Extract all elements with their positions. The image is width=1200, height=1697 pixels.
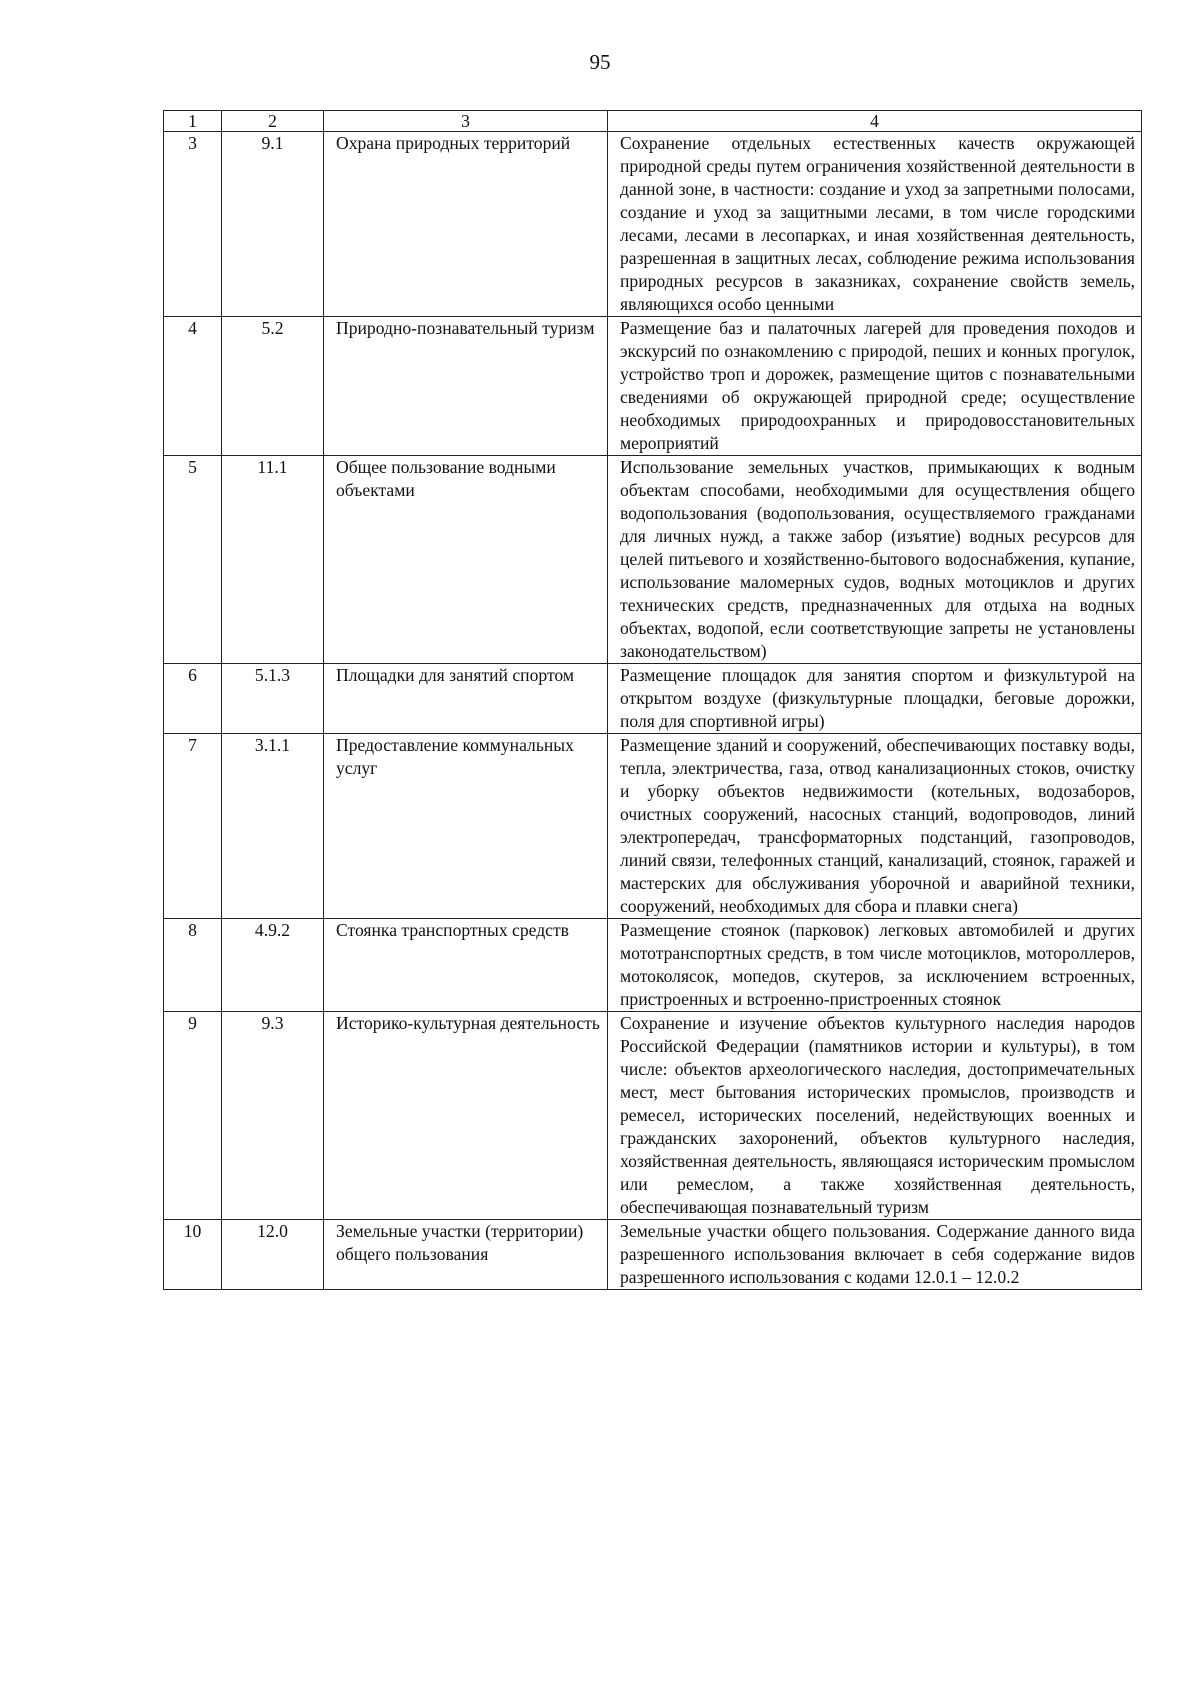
use-name: Площадки для занятий спортом [324,664,608,734]
row-number: 7 [164,734,222,919]
table-row [164,132,1142,317]
use-description: Использование земельных участков, примыкающих к водным объектам способами, необходимыми для осуществления общего водопользования (водопользования, осуществляемого гражданами для личных нужд, а также забор (изъятие) водных ресурсов для целей питьевого и хозяйственно-бытового водоснабжения, купание, использование маломерных судов, водных мотоциклов и других технических средств, предназначенных для отдыха на водных объектах, водопой, если соответствующие запреты не установлены законодательством) [608,456,1142,664]
use-code: 9.1 [222,132,324,317]
use-description: Размещение баз и палаточных лагерей для проведения походов и экскурсий по ознакомлению с природой, пеших и конных прогулок, устройство троп и дорожек, размещение щитов с познавательными сведениями об окружающей природной среде; осуществление необходимых природоохранных и природовосстановительных мероприятий [608,317,1142,456]
use-description: Размещение зданий и сооружений, обеспечивающих поставку воды, тепла, электричества, газа, отвод канализационных стоков, очистку и уборку объектов недвижимости (котельных, водозаборов, очистных сооружений, насосных станций, водопроводов, линий электропередач, трансформаторных подстанций, газопроводов, линий связи, телефонных станций, канализаций, стоянок, гаражей и мастерских для обслуживания уборочной и аварийной техники, сооружений, необходимых для сбора и плавки снега) [608,734,1142,919]
use-description: Земельные участки общего пользования. Содержание данного вида разрешенного использования включает в себя содержание видов разрешенного использования с кодами 12.0.1 – 12.0.2 [608,1220,1142,1290]
table-row [164,456,1142,664]
row-number: 3 [164,132,222,317]
table-row [164,919,1142,1012]
use-code: 5.1.3 [222,664,324,734]
land-use-table [163,110,1142,1290]
use-name: Историко-культурная деятельность [324,1012,608,1220]
use-description: Сохранение отдельных естественных качеств окружающей природной среды путем ограничения хозяйственной деятельности в данной зоне, в частности: создание и уход за запретными полосами, создание и уход за защитными лесами, в том числе городскими лесами, лесами в лесопарках, и иная хозяйственная деятельность, разрешенная в защитных лесах, соблюдение режима использования природных ресурсов в заказниках, сохранение свойств земель, являющихся особо ценными [608,132,1142,317]
use-name: Природно-познавательный туризм [324,317,608,456]
row-number: 4 [164,317,222,456]
use-name: Предоставление коммунальных услуг [324,734,608,919]
use-name: Земельные участки (территории) общего пользования [324,1220,608,1290]
use-name: Общее пользование водными объектами [324,456,608,664]
header-row [164,111,1142,132]
table-row [164,734,1142,919]
row-number: 5 [164,456,222,664]
header-col-3: 3 [324,111,608,132]
use-description: Размещение стоянок (парковок) легковых автомобилей и других мототранспортных средств, в том числе мотоциклов, мотороллеров, мотоколясок, мопедов, скутеров, за исключением встроенных, пристроенных и встроенно-пристроенных стоянок [608,919,1142,1012]
row-number: 9 [164,1012,222,1220]
use-description: Сохранение и изучение объектов культурного наследия народов Российской Федерации (памятников истории и культуры), в том числе: объектов археологического наследия, достопримечательных мест, мест бытования исторических промыслов, производств и ремесел, исторических поселений, недействующих военных и гражданских захоронений, объектов культурного наследия, хозяйственная деятельность, являющаяся историческим промыслом или ремеслом, а также хозяйственная деятельность, обеспечивающая познавательный туризм [608,1012,1142,1220]
use-code: 11.1 [222,456,324,664]
table-row [164,664,1142,734]
use-description: Размещение площадок для занятия спортом и физкультурой на открытом воздухе (физкультурные площадки, беговые дорожки, поля для спортивной игры) [608,664,1142,734]
use-code: 5.2 [222,317,324,456]
use-code: 4.9.2 [222,919,324,1012]
header-col-2: 2 [222,111,324,132]
header-col-4: 4 [608,111,1142,132]
use-code: 9.3 [222,1012,324,1220]
row-number: 8 [164,919,222,1012]
use-code: 3.1.1 [222,734,324,919]
row-number: 10 [164,1220,222,1290]
header-col-1: 1 [164,111,222,132]
row-number: 6 [164,664,222,734]
table-row [164,317,1142,456]
use-name: Охрана природных территорий [324,132,608,317]
use-name: Стоянка транспортных средств [324,919,608,1012]
page-number: 95 [589,50,611,74]
use-code: 12.0 [222,1220,324,1290]
table-row [164,1012,1142,1220]
table-row [164,1220,1142,1290]
